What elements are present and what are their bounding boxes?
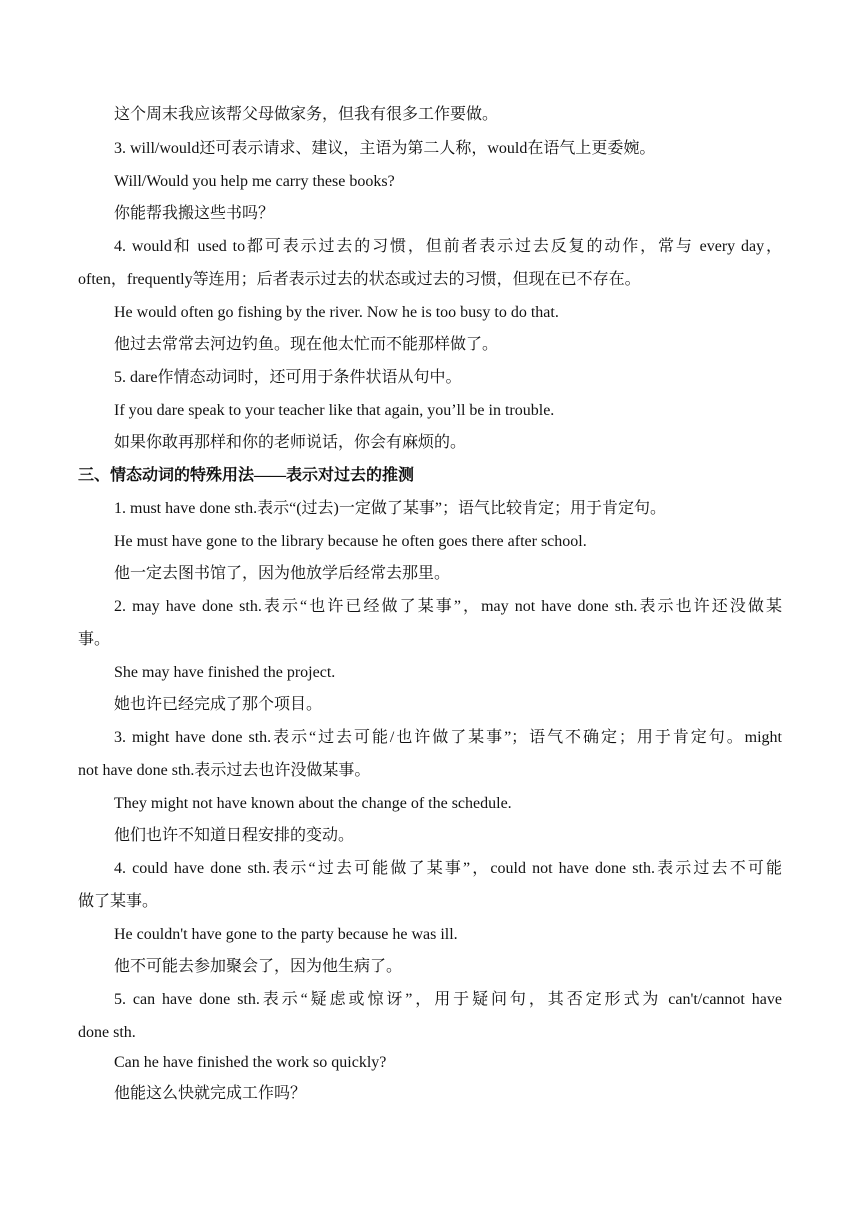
text-line: 4. could have done sth.表示“过去可能做了某事”，could not have done sth.表示过去不可能 xyxy=(114,860,782,877)
example-translation: 他过去常常去河边钓鱼。现在他太忙而不能那样做了。 xyxy=(114,336,499,353)
example-translation: 她也许已经完成了那个项目。 xyxy=(114,696,323,713)
text-line: 5. dare作情态动词时，还可用于条件状语从句中。 xyxy=(114,369,462,386)
example-sentence: He would often go fishing by the river. Now he is too busy to do that. xyxy=(114,304,559,321)
example-sentence: She may have finished the project. xyxy=(114,664,336,681)
text-line: 2. may have done sth.表示“也许已经做了某事”，may not have done sth.表示也许还没做某 xyxy=(114,598,782,615)
text-line: 这个周末我应该帮父母做家务，但我有很多工作要做。 xyxy=(114,106,499,123)
section-heading: 三、情态动词的特殊用法——表示对过去的推测 xyxy=(78,467,415,484)
example-translation: 他不可能去参加聚会了，因为他生病了。 xyxy=(114,958,403,975)
example-sentence: Can he have finished the work so quickly? xyxy=(114,1054,387,1071)
example-sentence: He couldn't have gone to the party because he was ill. xyxy=(114,926,458,943)
text-line: not have done sth.表示过去也许没做某事。 xyxy=(78,762,371,779)
text-line: 3. will/would还可表示请求、建议，主语为第二人称，would在语气上更委婉。 xyxy=(114,140,656,157)
text-line: 4. would和 used to都可表示过去的习惯，但前者表示过去反复的动作，常与 every day， xyxy=(114,238,782,255)
text-line: often，frequently等连用；后者表示过去的状态或过去的习惯，但现在已不存在。 xyxy=(78,271,641,288)
example-sentence: Will/Would you help me carry these books? xyxy=(114,173,395,190)
example-translation: 他一定去图书馆了，因为他放学后经常去那里。 xyxy=(114,565,451,582)
example-sentence: They might not have known about the change of the schedule. xyxy=(114,795,512,812)
example-sentence: He must have gone to the library because he often goes there after school. xyxy=(114,533,587,550)
example-translation: 他能这么快就完成工作吗？ xyxy=(114,1085,307,1102)
text-line: 事。 xyxy=(78,631,111,648)
example-translation: 如果你敢再那样和你的老师说话，你会有麻烦的。 xyxy=(114,434,467,451)
example-sentence: If you dare speak to your teacher like that again, you’ll be in trouble. xyxy=(114,402,555,419)
text-line: 5. can have done sth.表示“疑虑或惊讶”，用于疑问句，其否定形式为 can't/cannot have xyxy=(114,991,782,1008)
example-translation: 你能帮我搬这些书吗？ xyxy=(114,205,275,222)
text-line: 做了某事。 xyxy=(78,893,159,910)
text-line: done sth. xyxy=(78,1024,136,1041)
example-translation: 他们也许不知道日程安排的变动。 xyxy=(114,827,355,844)
text-line: 3. might have done sth.表示“过去可能/也许做了某事”；语气不确定；用于肯定句。might xyxy=(114,729,782,746)
text-line: 1. must have done sth.表示“(过去)一定做了某事”；语气比较肯定；用于肯定句。 xyxy=(114,500,666,517)
